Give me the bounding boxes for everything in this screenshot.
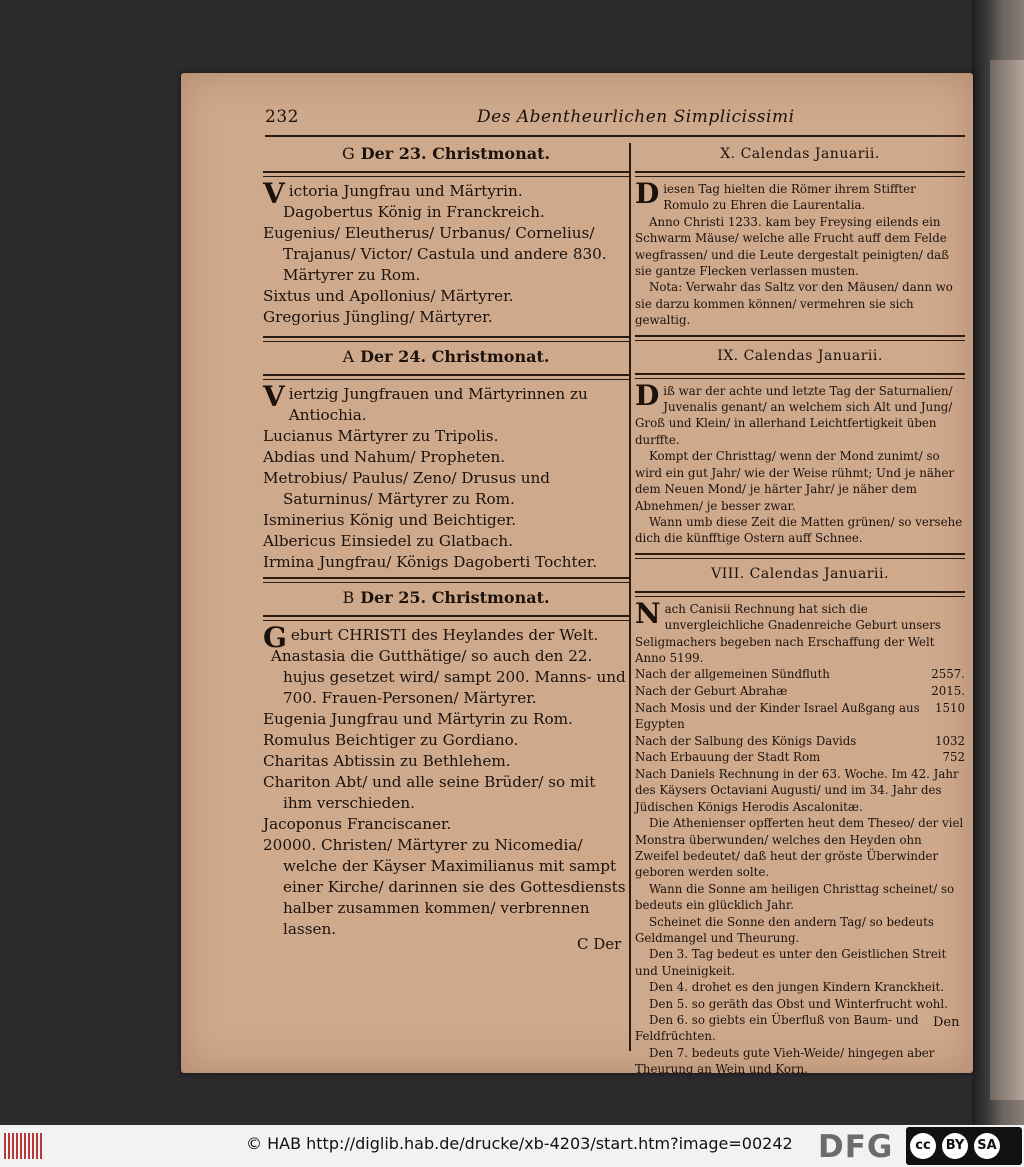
saint-entry: Victoria Jungfrau und Märtyrin. xyxy=(263,177,523,210)
page-strip xyxy=(990,60,1024,1100)
calendas-heading-x: X. Calendas Januarii. xyxy=(720,146,880,162)
section-heading-23 xyxy=(263,143,629,169)
right-column xyxy=(635,143,965,1078)
chronology-row xyxy=(635,683,965,700)
saint-entry: Charitas Abtissin zu Bethlehem. xyxy=(263,752,511,770)
saint-entry: Chariton Abt/ und alle seine Brüder/ so mit ihm verschieden. xyxy=(263,773,596,812)
double-rule xyxy=(263,336,629,342)
note-paragraph: Kompt der Christtag/ wenn der Mond zunimt/ so wird ein gut Jahr/ wie der Weise rühmt; Und je näher dem Neuen Mond/ je härter Jahr/ je näher dem Abnehmen/ je besser zwar. xyxy=(635,449,955,513)
column-rule xyxy=(629,143,631,1051)
saint-entry: Jacoponus Franciscaner. xyxy=(263,815,452,833)
hab-logo xyxy=(4,1133,46,1159)
chronology-row xyxy=(635,700,965,733)
chronology-value: 2557. xyxy=(931,667,965,682)
dfg-logo: DFG xyxy=(818,1129,894,1165)
dominical-letter: A xyxy=(342,347,355,366)
saint-entry: Dagobertus König in Franckreich. xyxy=(283,203,545,221)
drop-cap: N xyxy=(635,596,661,630)
note-paragraph: Wann umb diese Zeit die Matten grünen/ so versehe dich die künfftige Ostern auff Schnee. xyxy=(635,514,963,546)
calendas-heading-viii: VIII. Calendas Januarii. xyxy=(711,565,889,582)
note-paragraph: Den 3. Tag bedeut es unter den Geistlichen Streit und Uneinigkeit. xyxy=(635,947,947,978)
heading-text: Der 23. Christmonat. xyxy=(360,144,551,163)
note-paragraph: Diß war der achte und letzte Tag der Saturnalien/ Juvenalis genant/ an welchem sich Alt und Jung/ Groß und Klein/ in allerhand Leichtfertigkeit üben durffte. xyxy=(635,378,953,447)
year-value: Anno 5199. xyxy=(635,650,704,665)
chronology-label: Nach Erbauung der Stadt Rom xyxy=(635,750,821,765)
saint-entry: Abdias und Nahum/ Propheten. xyxy=(263,448,506,466)
header-rule xyxy=(265,135,965,137)
saint-entry: Metrobius/ Paulus/ Zeno/ Drusus und Saturninus/ Märtyrer zu Rom. xyxy=(263,469,551,508)
chronology-label: Nach der allgemeinen Sündfluth xyxy=(635,667,830,682)
note-paragraph: Die Athenienser opfferten heut dem Theseo/ der viel Monstra überwunden/ welches den Heyden ohn Zweifel bedeutet/ daß heut der gröste Überwinder geboren werden solte. xyxy=(635,816,964,880)
saint-entry: Viertzig Jungfrauen und Märtyrinnen zu Antiochia. xyxy=(263,380,588,424)
saint-entry: 20000. Christen/ Märtyrer zu Nicomedia/ welche der Käyser Maximilianus mit sampt einer Kirche/ darinnen sie des Gottesdiensts halber zusammen kommen/ verbrennen lassen. xyxy=(263,836,626,938)
chronology-label: Nach der Salbung des Königs Davids xyxy=(635,733,857,748)
running-head xyxy=(265,107,965,135)
drop-cap: D xyxy=(635,177,660,210)
drop-cap: G xyxy=(263,621,287,654)
saint-entry: Romulus Beichtiger zu Gordiano. xyxy=(263,731,519,749)
note-paragraph: Nach Canisii Rechnung hat sich die unvergleichliche Gnadenreiche Geburt unsers Seligmachers begeben nach Erschaffung der Welt Anno 5199. xyxy=(635,596,941,665)
saint-entry: Irmina Jungfrau/ Königs Dagoberti Tochter. xyxy=(263,553,598,571)
chronology-value: 1032 xyxy=(934,733,965,748)
catchword-left: C Der xyxy=(577,935,622,953)
chronology-value: 2015. xyxy=(931,683,965,698)
chronology-row xyxy=(635,749,965,766)
chronology-row xyxy=(635,733,965,750)
by-icon: BY xyxy=(942,1133,968,1159)
note-paragraph: Wann die Sonne am heiligen Christtag scheinet/ so bedeuts ein glücklich Jahr. xyxy=(635,881,955,913)
note-paragraph: Nota: Verwahr das Saltz vor den Mäusen/ dann wo sie darzu kommen können/ vermehren sie sich gewaltig. xyxy=(635,280,953,328)
saint-entry: Lucianus Märtyrer zu Tripolis. xyxy=(263,427,499,445)
saint-entry: Geburt CHRISTI des Heylandes der Welt. xyxy=(263,621,599,654)
double-rule xyxy=(635,335,965,341)
double-rule xyxy=(635,171,965,177)
double-rule xyxy=(635,591,965,597)
note-paragraph: Nach Daniels Rechnung in der 63. Woche. Im 42. Jahr des Käysers Octaviani Augusti/ und im 34. Jahr des Jüdischen Königs Herodis Ascalonitæ. xyxy=(635,766,959,814)
double-rule xyxy=(635,373,965,379)
saint-entry: Eugenia Jungfrau und Märtyrin zu Rom. xyxy=(263,710,573,728)
note-paragraph: Den 6. so giebts ein Überfluß von Baum- und Feldfrüchten. xyxy=(635,1013,919,1044)
book-page xyxy=(181,73,973,1077)
source-link[interactable]: © HAB http://diglib.hab.de/drucke/xb-4203/start.htm?image=00242 xyxy=(246,1134,793,1153)
cc-license-badge[interactable] xyxy=(906,1127,1022,1165)
catchword-right: Den xyxy=(933,1015,960,1030)
chronology-label: Nach Mosis und der Kinder Israel Außgang aus Egypten xyxy=(635,700,920,732)
double-rule xyxy=(635,553,965,559)
saint-entry: Isminerius König und Beichtiger. xyxy=(263,511,517,529)
double-rule xyxy=(263,374,629,380)
dominical-letter: G xyxy=(341,144,355,163)
saint-entry: Albericus Einsiedel zu Glatbach. xyxy=(263,532,513,550)
saint-entry: Sixtus und Apollonius/ Märtyrer. xyxy=(263,287,514,305)
left-column xyxy=(263,143,629,940)
saint-entry: Gregorius Jüngling/ Märtyrer. xyxy=(263,308,493,326)
section-heading-25 xyxy=(263,587,629,613)
saint-entry: Anastasia die Gutthätige/ so auch den 22. hujus gesetzet wird/ sampt 200. Manns- und 700. Frauen-Personen/ Märtyrer. xyxy=(270,647,626,707)
heading-text: Der 24. Christmonat. xyxy=(360,347,550,366)
double-rule xyxy=(263,577,629,583)
drop-cap: V xyxy=(263,177,285,210)
cc-icon: cc xyxy=(910,1133,936,1159)
section-heading-24 xyxy=(263,346,629,372)
saint-entry: Eugenius/ Eleutherus/ Urbanus/ Cornelius/ Trajanus/ Victor/ Castula und andere 830. Märtyrer zu Rom. xyxy=(263,224,607,284)
sa-icon: SA xyxy=(974,1133,1000,1159)
note-paragraph: Scheinet die Sonne den andern Tag/ so bedeuts Geldmangel und Theurung. xyxy=(635,914,934,945)
note-paragraph: Den 4. drohet es den jungen Kindern Kranckheit. xyxy=(649,980,944,995)
chronology-label: Nach der Geburt Abrahæ xyxy=(635,683,788,698)
chronology-value: 1510 xyxy=(934,700,965,715)
double-rule xyxy=(263,615,629,621)
note-paragraph: Diesen Tag hielten die Römer ihrem Stiffter Romulo zu Ehren die Laurentalia. xyxy=(635,177,916,213)
drop-cap: D xyxy=(635,378,660,412)
note-paragraph: Den 5. so geräth das Obst und Winterfrucht wohl. xyxy=(649,996,948,1011)
drop-cap: V xyxy=(263,380,285,413)
double-rule xyxy=(263,171,629,177)
note-paragraph: Anno Christi 1233. kam bey Freysing eilends ein Schwarm Mäuse/ welche alle Frucht auff dem Felde wegfrassen/ und die Leute dergestalt peinigten/ daß sie gantze Flecken verlassen musten. xyxy=(635,214,950,279)
running-title: Des Abentheurlichen Simplicissimi xyxy=(477,107,795,127)
adjacent-page-edge xyxy=(972,0,1024,1125)
calendas-heading-ix: IX. Calendas Januarii. xyxy=(717,347,883,364)
chronology-value: 752 xyxy=(942,750,965,765)
heading-text: Der 25. Christmonat. xyxy=(360,588,550,607)
viewer-footer xyxy=(0,1125,1024,1167)
page-number: 232 xyxy=(265,107,299,127)
chronology-row xyxy=(635,666,965,683)
dominical-letter: B xyxy=(342,588,355,607)
note-paragraph: Den 7. bedeuts gute Vieh-Weide/ hingegen aber Theurung an Wein und Korn. xyxy=(635,1045,935,1077)
